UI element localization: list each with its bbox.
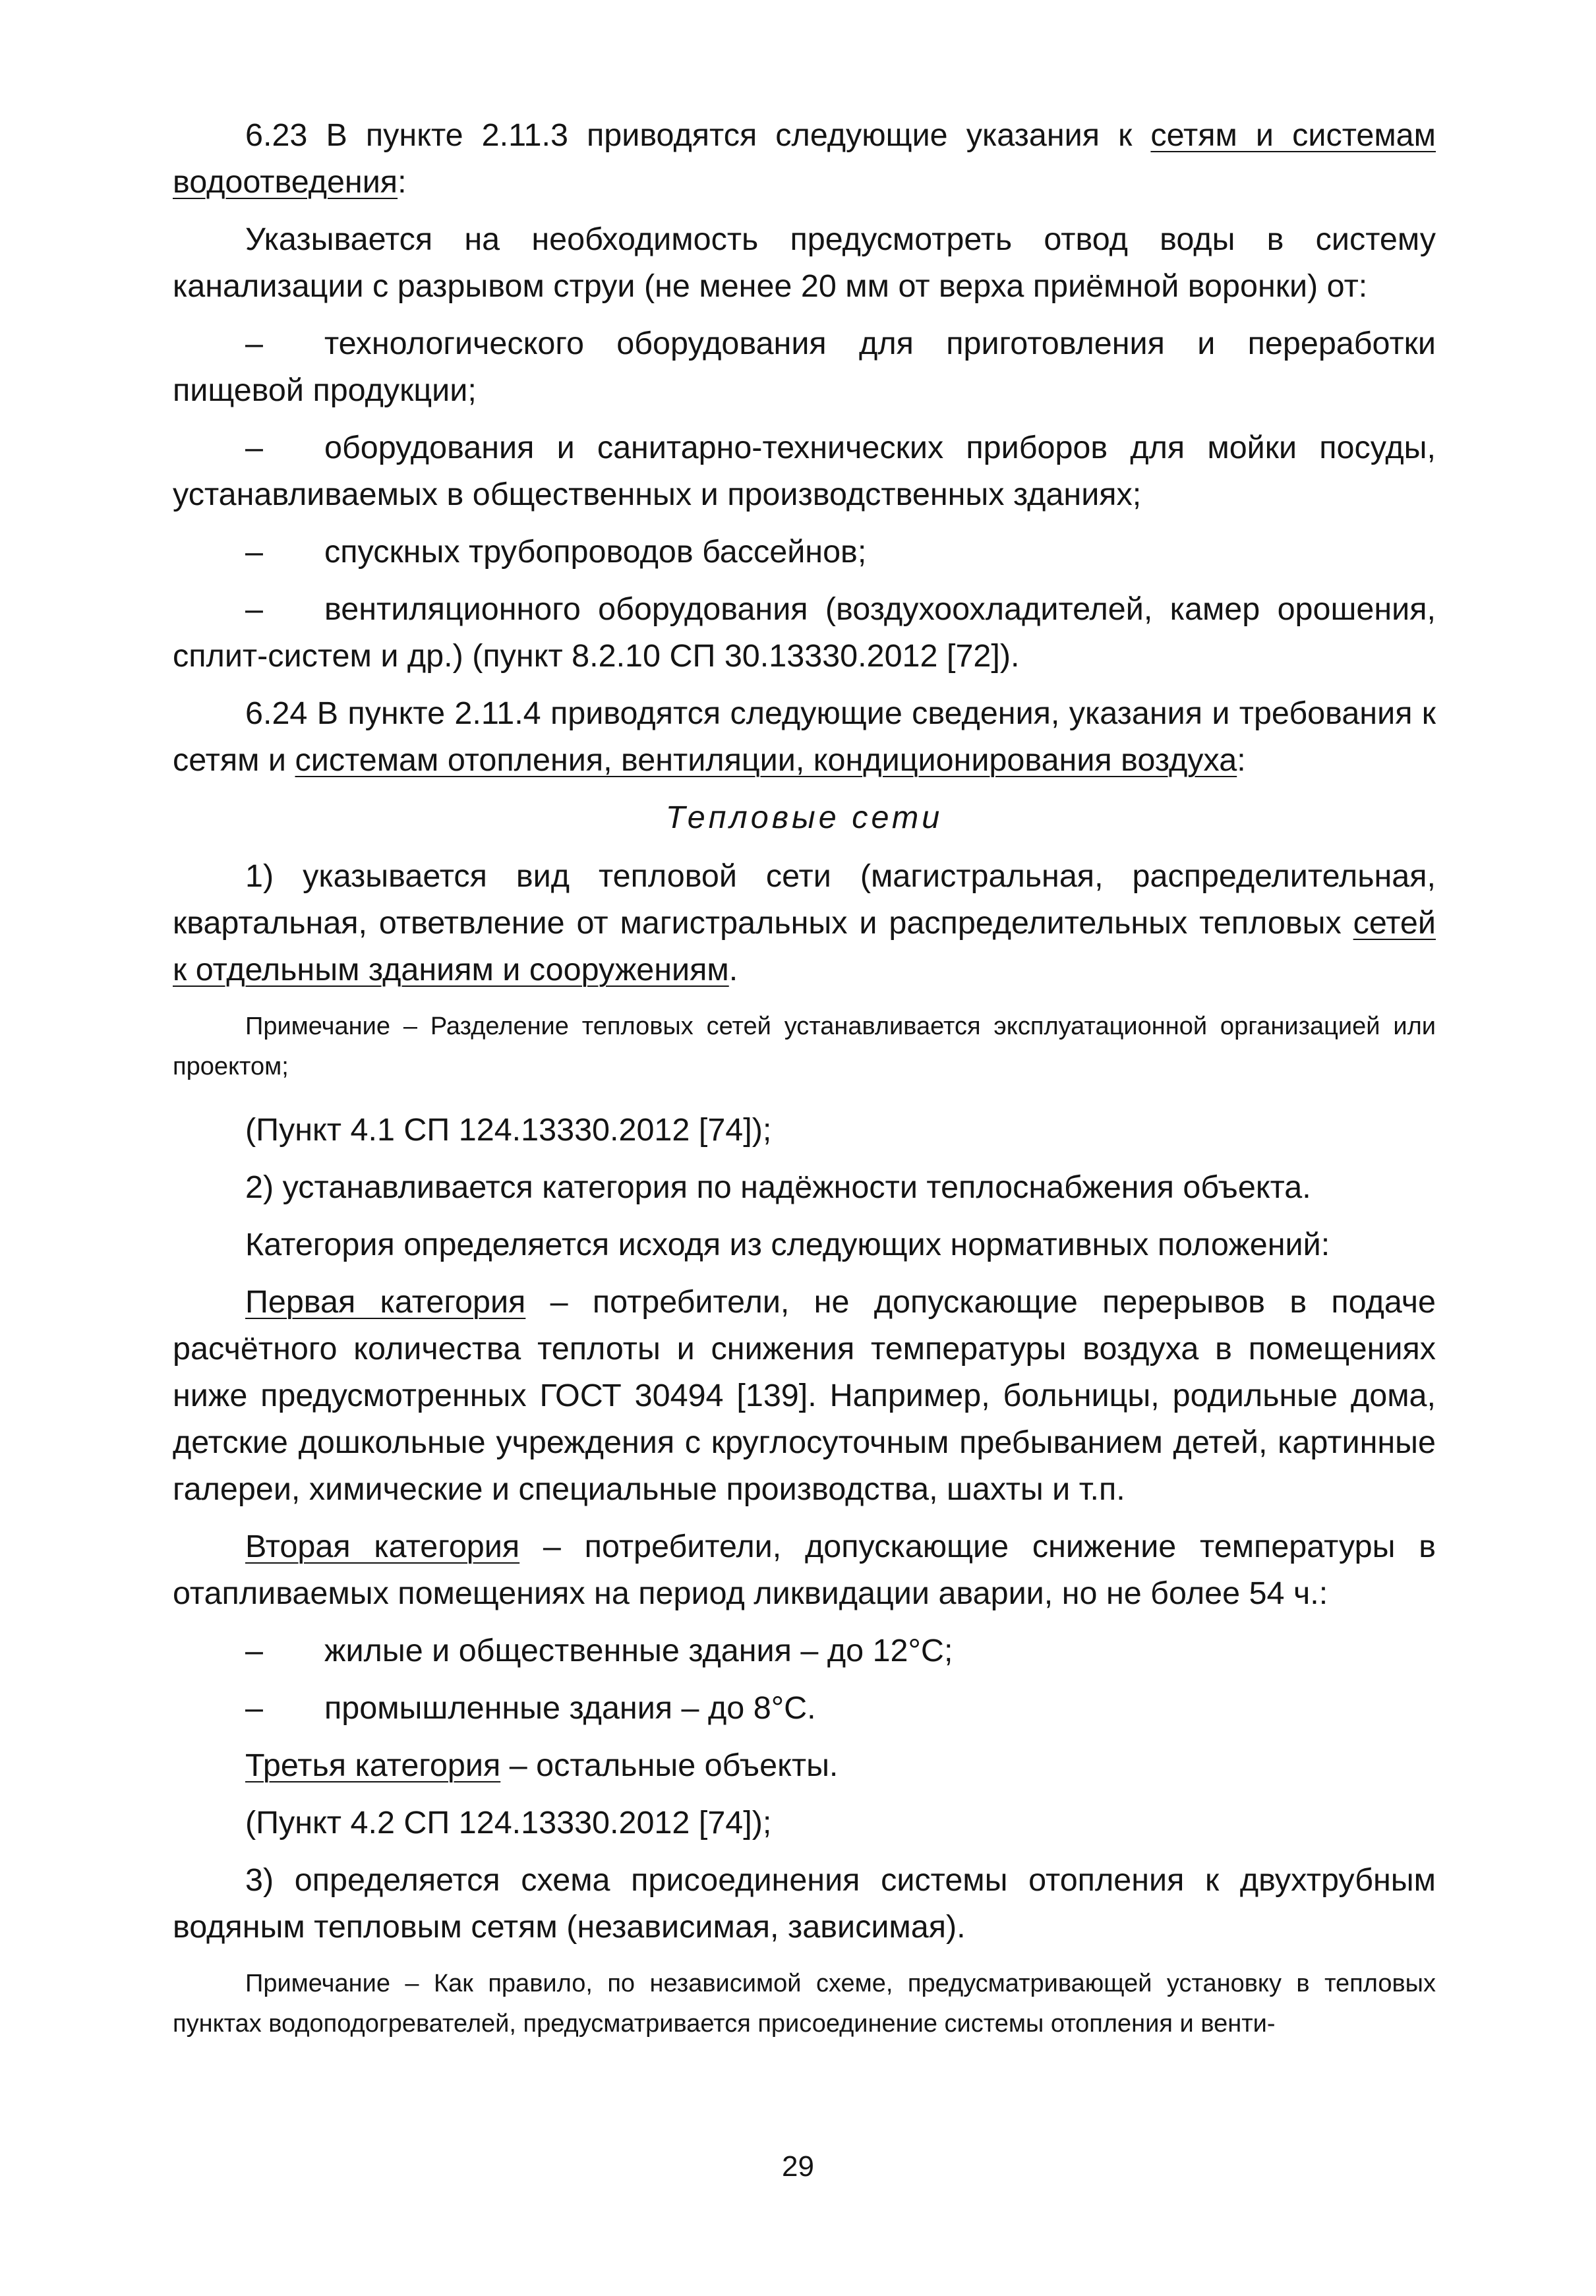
note-2: Примечание – Как правило, по независимой схеме, предусматривающей установку в тепловых пунктах водоподогревателей, предусматривается присоединение системы отопления и венти- <box>173 1970 1436 2038</box>
category-label: Вторая категория <box>245 1529 520 1564</box>
list-item-text: вентиляционного оборудования (воздухоохладителей, камер орошения, сплит-систем и др.) (пункт 8.2.10 СП 30.13330.2012 [72]). <box>173 591 1436 674</box>
paragraph-6-24 <box>173 690 1436 784</box>
reference-1: (Пункт 4.1 СП 124.13330.2012 [74]); <box>245 1112 772 1148</box>
list-item <box>173 320 1436 414</box>
category-second <box>173 1523 1436 1617</box>
paragraph-tail: : <box>398 164 407 200</box>
numbered-item-1 <box>173 853 1436 993</box>
list-item-text: спускных трубопроводов бассейнов; <box>324 534 867 570</box>
paragraph-category-intro: Категория определяется исходя из следующих нормативных положений: <box>245 1227 1330 1262</box>
list-item-text: жилые и общественные здания – до 12°С; <box>324 1633 953 1668</box>
paragraph-requirement: Указывается на необходимость предусмотреть отвод воды в систему канализации с разрывом струи (не менее 20 мм от верха приёмной воронки) от: <box>173 221 1436 304</box>
dash-bullet: – <box>245 1690 263 1726</box>
underlined-term: сетям и системам водоотведения <box>173 117 1436 200</box>
category-third <box>173 1742 1436 1789</box>
underlined-term: сетей к отдельным зданиям и сооружениям <box>173 905 1436 987</box>
list-item <box>173 425 1436 518</box>
category-label: Третья категория <box>245 1748 501 1783</box>
section-heading: Тепловые сети <box>665 800 943 835</box>
dash-bullet: – <box>245 534 263 570</box>
dash-bullet: – <box>245 1633 263 1668</box>
list-item-text: промышленные здания – до 8°С. <box>324 1690 816 1726</box>
list-item <box>173 586 1436 680</box>
list-item <box>173 529 1436 575</box>
category-label: Первая категория <box>245 1284 526 1320</box>
dash-bullet: – <box>245 326 263 361</box>
category-text: – потребители, не допускающие перерывов в подаче расчётного количества теплоты и снижения температуры воздуха в помещениях ниже предусмотренных ГОСТ 30494 [139]. Например, больницы, родильные дома, детские дошкольные учреждения с круглосуточным пребыванием детей, картинные галереи, химические и специальные производства, шахты и т.п. <box>173 1284 1436 1507</box>
list-item <box>173 1685 1436 1732</box>
paragraph-text: 6.23 В пункте 2.11.3 приводятся следующие указания к <box>245 117 1151 153</box>
category-first <box>173 1279 1436 1513</box>
page-content <box>173 112 1436 2064</box>
paragraph-tail: . <box>728 952 738 987</box>
paragraph-text: 1) указывается вид тепловой сети (магистральная, распределительная, квартальная, ответвление от магистральных и распределительных тепловых <box>173 858 1436 941</box>
list-item-text: технологического оборудования для приготовления и переработки пищевой продукции; <box>173 326 1436 408</box>
dash-bullet: – <box>245 430 263 465</box>
underlined-term: системам отопления, вентиляции, кондиционирования воздуха <box>295 742 1237 778</box>
numbered-item-3: 3) определяется схема присоединения системы отопления к двухтрубным водяным тепловым сетям (независимая, зависимая). <box>173 1862 1436 1945</box>
category-text: – потребители, допускающие снижение температуры в отапливаемых помещениях на период ликвидации аварии, но не более 54 ч.: <box>173 1529 1436 1611</box>
numbered-item-2: 2) устанавливается категория по надёжности теплоснабжения объекта. <box>245 1169 1311 1205</box>
category-text: – остальные объекты. <box>500 1748 839 1783</box>
note-1: Примечание – Разделение тепловых сетей устанавливается эксплуатационной организацией или проектом; <box>173 1013 1436 1080</box>
paragraph-6-23 <box>173 112 1436 206</box>
reference-2: (Пункт 4.2 СП 124.13330.2012 [74]); <box>245 1805 772 1840</box>
page-number: 29 <box>782 2150 814 2183</box>
paragraph-text: 6.24 В пункте 2.11.4 приводятся следующие сведения, указания и требования к сетям и <box>173 695 1436 778</box>
list-item-text: оборудования и санитарно-технических приборов для мойки посуды, устанавливаемых в общественных и производственных зданиях; <box>173 430 1436 512</box>
paragraph-tail: : <box>1237 742 1246 778</box>
dash-bullet: – <box>245 591 263 627</box>
list-item <box>173 1628 1436 1674</box>
